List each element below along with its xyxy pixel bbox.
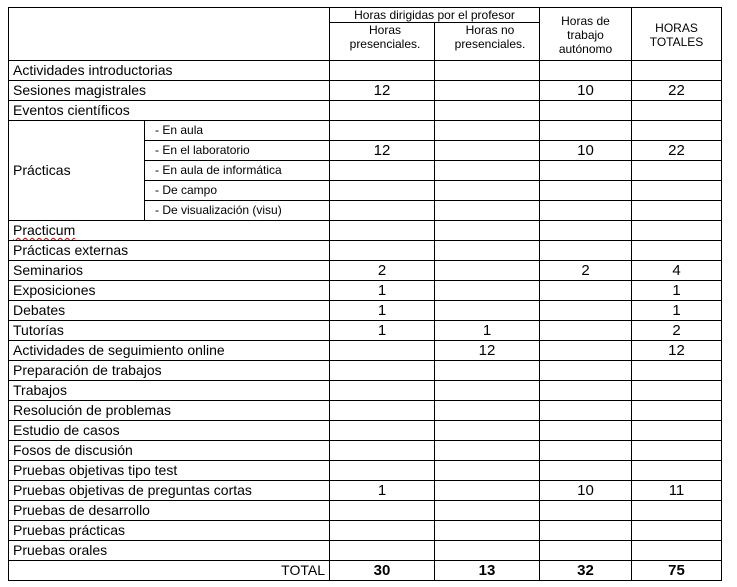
cell-totales	[632, 101, 722, 121]
cell-autonomo	[540, 161, 632, 181]
cell-totales: 1	[632, 301, 722, 321]
cell-totales: 22	[632, 141, 722, 161]
cell-autonomo: 10	[540, 481, 632, 501]
cell-presenciales	[330, 121, 435, 141]
cell-no-presenciales	[435, 421, 540, 441]
cell-presenciales	[330, 241, 435, 261]
table-row	[9, 81, 722, 101]
table-row	[9, 301, 722, 321]
cell-no-presenciales	[435, 401, 540, 421]
cell-totales	[632, 161, 722, 181]
sub-row-label: - De visualización (visu)	[145, 201, 330, 221]
row-label: Pruebas objetivas de preguntas cortas	[9, 481, 330, 501]
table-row	[9, 61, 722, 81]
cell-autonomo	[540, 321, 632, 341]
cell-no-presenciales	[435, 381, 540, 401]
row-label: Pruebas prácticas	[9, 521, 330, 541]
row-label: Estudio de casos	[9, 421, 330, 441]
cell-presenciales	[330, 541, 435, 561]
header-dirigidas: Horas dirigidas por el profesor	[330, 8, 540, 23]
row-label: Actividades introductorias	[9, 61, 330, 81]
table-row	[9, 441, 722, 461]
cell-totales: 1	[632, 281, 722, 301]
cell-presenciales: 12	[330, 81, 435, 101]
cell-autonomo	[540, 181, 632, 201]
table-row	[9, 541, 722, 561]
table-row	[9, 521, 722, 541]
hours-table	[8, 7, 722, 581]
cell-presenciales	[330, 501, 435, 521]
header-row-1	[9, 8, 722, 23]
row-label: Exposiciones	[9, 281, 330, 301]
cell-presenciales	[330, 201, 435, 221]
cell-no-presenciales	[435, 521, 540, 541]
spellcheck-word: Practicum	[13, 222, 76, 238]
cell-presenciales	[330, 61, 435, 81]
cell-presenciales: 1	[330, 321, 435, 341]
cell-totales: 12	[632, 341, 722, 361]
cell-totales	[632, 501, 722, 521]
cell-no-presenciales	[435, 81, 540, 101]
cell-presenciales	[330, 361, 435, 381]
cell-autonomo: 2	[540, 261, 632, 281]
table-row	[9, 421, 722, 441]
table-row	[9, 101, 722, 121]
cell-totales	[632, 521, 722, 541]
header-totales: HORAS TOTALES	[632, 8, 722, 61]
sub-row-label: - En aula	[145, 121, 330, 141]
header-no-presenciales: Horas no presenciales.	[435, 23, 540, 61]
cell-presenciales	[330, 461, 435, 481]
cell-presenciales	[330, 381, 435, 401]
cell-autonomo	[540, 521, 632, 541]
total-presenciales: 30	[330, 561, 435, 581]
cell-autonomo	[540, 341, 632, 361]
cell-presenciales	[330, 221, 435, 241]
cell-presenciales: 1	[330, 481, 435, 501]
total-totales: 75	[632, 561, 722, 581]
cell-autonomo	[540, 121, 632, 141]
cell-autonomo: 10	[540, 141, 632, 161]
cell-autonomo	[540, 501, 632, 521]
row-label: Pruebas de desarrollo	[9, 501, 330, 521]
row-label: Trabajos	[9, 381, 330, 401]
cell-presenciales: 12	[330, 141, 435, 161]
cell-no-presenciales	[435, 201, 540, 221]
cell-autonomo	[540, 421, 632, 441]
row-label: Resolución de problemas	[9, 401, 330, 421]
cell-presenciales	[330, 441, 435, 461]
cell-no-presenciales	[435, 501, 540, 521]
cell-totales: 4	[632, 261, 722, 281]
total-row	[9, 561, 722, 581]
cell-totales	[632, 421, 722, 441]
row-label: Prácticas externas	[9, 241, 330, 261]
cell-no-presenciales	[435, 281, 540, 301]
cell-no-presenciales	[435, 441, 540, 461]
cell-presenciales	[330, 521, 435, 541]
cell-autonomo: 10	[540, 81, 632, 101]
table-row	[9, 341, 722, 361]
table-row	[9, 241, 722, 261]
cell-totales	[632, 181, 722, 201]
cell-totales	[632, 381, 722, 401]
table-row	[9, 361, 722, 381]
cell-presenciales: 1	[330, 301, 435, 321]
cell-autonomo	[540, 361, 632, 381]
cell-autonomo	[540, 201, 632, 221]
cell-autonomo	[540, 461, 632, 481]
cell-totales	[632, 61, 722, 81]
cell-totales	[632, 221, 722, 241]
cell-autonomo	[540, 61, 632, 81]
table-row	[9, 221, 722, 241]
cell-no-presenciales	[435, 481, 540, 501]
cell-autonomo	[540, 241, 632, 261]
cell-no-presenciales	[435, 301, 540, 321]
cell-autonomo	[540, 301, 632, 321]
table-row	[9, 401, 722, 421]
cell-presenciales	[330, 161, 435, 181]
cell-no-presenciales: 12	[435, 341, 540, 361]
sub-row-label: - En aula de informática	[145, 161, 330, 181]
table-row	[9, 461, 722, 481]
cell-totales	[632, 461, 722, 481]
sub-row-label: - De campo	[145, 181, 330, 201]
header-blank-cell	[9, 8, 330, 61]
total-label: TOTAL	[9, 561, 330, 581]
cell-totales	[632, 201, 722, 221]
cell-presenciales: 2	[330, 261, 435, 281]
table-row	[9, 281, 722, 301]
cell-totales	[632, 401, 722, 421]
cell-totales	[632, 241, 722, 261]
cell-no-presenciales	[435, 121, 540, 141]
row-label: Debates	[9, 301, 330, 321]
cell-totales	[632, 361, 722, 381]
total-no-presenciales: 13	[435, 561, 540, 581]
cell-totales	[632, 121, 722, 141]
sub-row-label: - En el laboratorio	[145, 141, 330, 161]
cell-presenciales	[330, 341, 435, 361]
cell-autonomo	[540, 221, 632, 241]
cell-no-presenciales	[435, 181, 540, 201]
practicas-label: Prácticas	[9, 121, 145, 221]
cell-autonomo	[540, 281, 632, 301]
header-presenciales: Horas presenciales.	[330, 23, 435, 61]
cell-totales: 22	[632, 81, 722, 101]
cell-no-presenciales	[435, 221, 540, 241]
row-label: Actividades de seguimiento online	[9, 341, 330, 361]
table-row	[9, 381, 722, 401]
row-label: Eventos científicos	[9, 101, 330, 121]
row-label: Pruebas orales	[9, 541, 330, 561]
cell-no-presenciales	[435, 141, 540, 161]
table-row	[9, 321, 722, 341]
table-row	[9, 481, 722, 501]
cell-no-presenciales	[435, 241, 540, 261]
cell-no-presenciales	[435, 61, 540, 81]
cell-totales: 2	[632, 321, 722, 341]
cell-autonomo	[540, 441, 632, 461]
table-row	[9, 121, 722, 141]
cell-no-presenciales	[435, 261, 540, 281]
cell-autonomo	[540, 401, 632, 421]
cell-no-presenciales	[435, 541, 540, 561]
row-label: Seminarios	[9, 261, 330, 281]
row-label: Fosos de discusión	[9, 441, 330, 461]
cell-autonomo	[540, 101, 632, 121]
cell-no-presenciales	[435, 361, 540, 381]
cell-presenciales	[330, 181, 435, 201]
row-label: Pruebas objetivas tipo test	[9, 461, 330, 481]
row-label	[9, 221, 330, 241]
cell-presenciales	[330, 401, 435, 421]
cell-presenciales	[330, 101, 435, 121]
cell-autonomo	[540, 381, 632, 401]
cell-autonomo	[540, 541, 632, 561]
cell-totales	[632, 541, 722, 561]
cell-presenciales	[330, 421, 435, 441]
table-row	[9, 501, 722, 521]
cell-no-presenciales	[435, 101, 540, 121]
row-label: Sesiones magistrales	[9, 81, 330, 101]
table-row	[9, 261, 722, 281]
row-label: Preparación de trabajos	[9, 361, 330, 381]
header-autonomo: Horas de trabajo autónomo	[540, 8, 632, 61]
cell-presenciales: 1	[330, 281, 435, 301]
cell-no-presenciales: 1	[435, 321, 540, 341]
cell-no-presenciales	[435, 161, 540, 181]
row-label: Tutorías	[9, 321, 330, 341]
total-autonomo: 32	[540, 561, 632, 581]
cell-totales	[632, 441, 722, 461]
cell-totales: 11	[632, 481, 722, 501]
cell-no-presenciales	[435, 461, 540, 481]
